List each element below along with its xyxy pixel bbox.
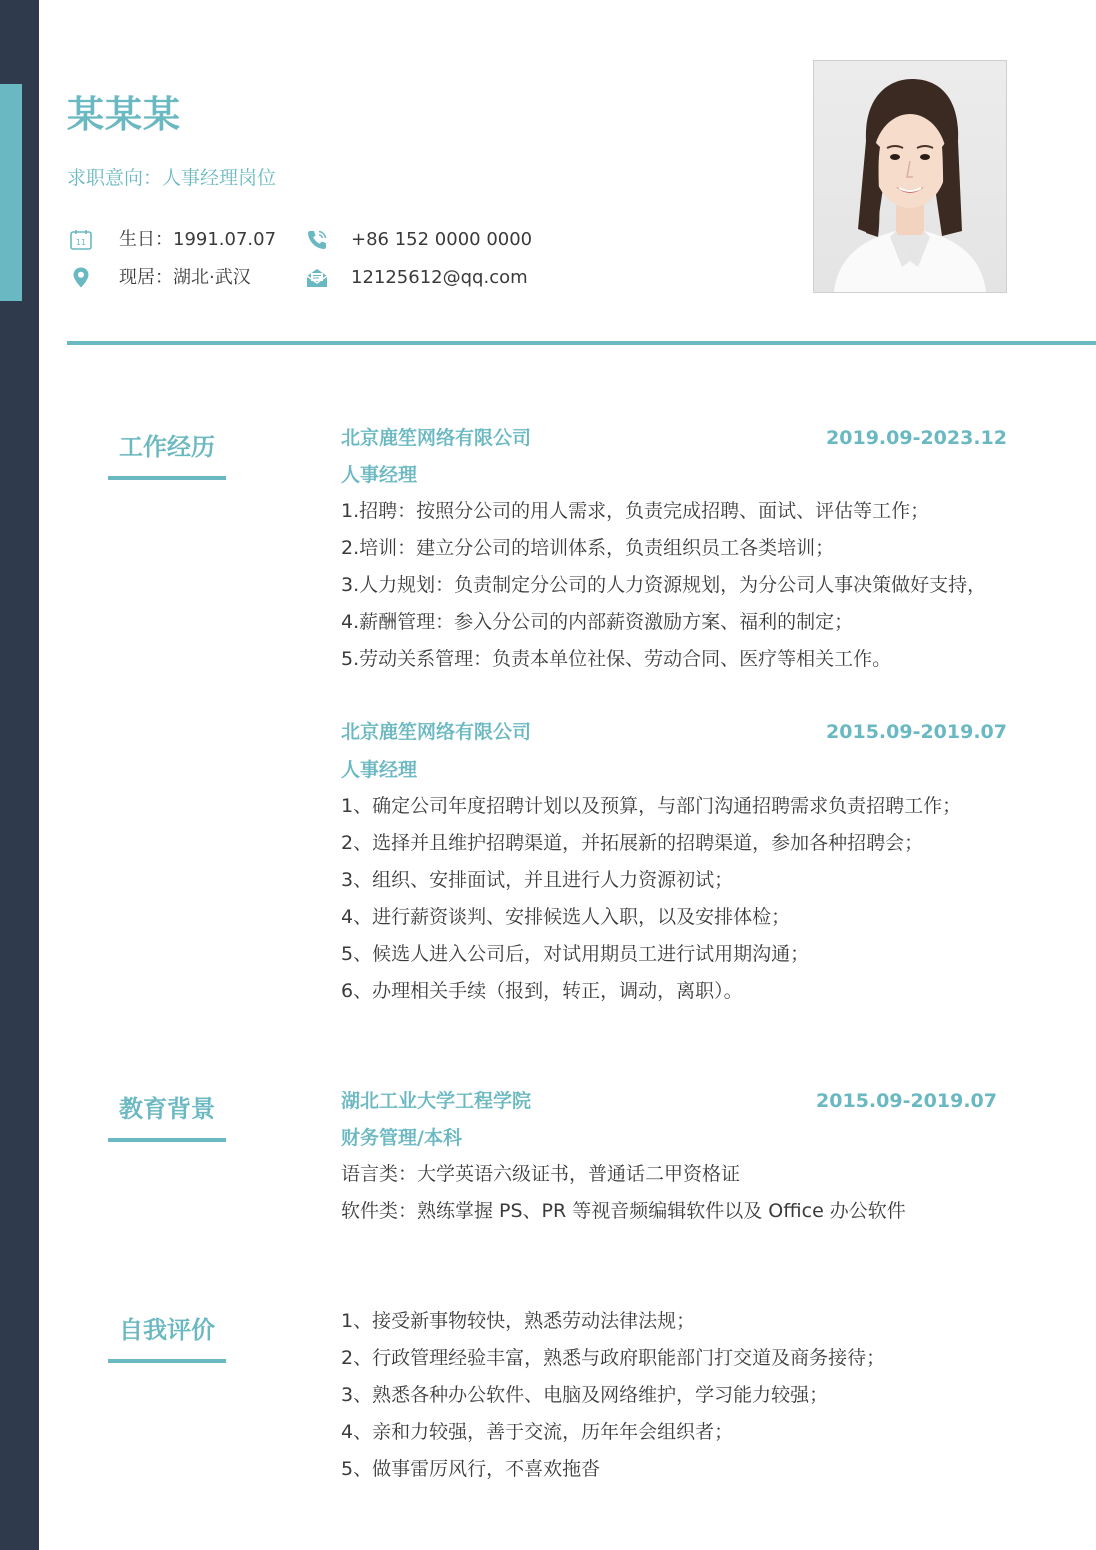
email-row [305, 265, 528, 291]
education-certificates [341, 1156, 906, 1230]
section-title-work: 工作经历 [108, 430, 226, 480]
education-major: 财务管理/本科 [341, 1127, 462, 1149]
email-text: 12125612@qq.com [351, 267, 528, 288]
job-intent: 求职意向：人事经理岗位 [67, 167, 277, 189]
self-evaluation-list [341, 1303, 885, 1488]
section-title-education: 教育背景 [108, 1092, 226, 1142]
work-entry-2-header [341, 718, 1007, 746]
calendar-day-text: 11 [75, 238, 87, 247]
phone-icon [305, 228, 329, 252]
list-item: 4、亲和力较强，善于交流，历年年会组织者； [341, 1421, 734, 1443]
work-entry-2-company: 北京鹿笙网络有限公司 [341, 721, 532, 743]
email-icon [305, 266, 329, 290]
list-item: 1、确定公司年度招聘计划以及预算，与部门沟通招聘需求负责招聘工作； [341, 795, 962, 817]
list-item: 5、候选人进入公司后，对试用期员工进行试用期沟通； [341, 943, 810, 965]
list-item: 1、接受新事物较快，熟悉劳动法律法规； [341, 1310, 696, 1332]
profile-photo [813, 60, 1007, 293]
list-item: 4、进行薪资谈判、安排候选人入职，以及安排体检； [341, 906, 791, 928]
residence-row [69, 265, 251, 291]
list-item: 6、办理相关手续（报到，转正，调动，离职）。 [341, 980, 743, 1002]
list-item: 2、选择并且维护招聘渠道，并拓展新的招聘渠道，参加各种招聘会； [341, 832, 924, 854]
work-entry-2-role: 人事经理 [341, 759, 418, 781]
location-pin-icon [69, 266, 93, 290]
list-item: 3、熟悉各种办公软件、电脑及网络维护，学习能力较强； [341, 1384, 829, 1406]
work-entry-1-role: 人事经理 [341, 464, 418, 486]
list-item: 4.薪酬管理：参入分公司的内部薪资激励方案、福利的制定； [341, 611, 854, 633]
list-item: 2.培训：建立分公司的培训体系，负责组织员工各类培训； [341, 537, 835, 559]
phone-text: +86 152 0000 0000 [351, 229, 533, 250]
list-item: 5.劳动关系管理：负责本单位社保、劳动合同、医疗等相关工作。 [341, 648, 892, 670]
work-entry-2-duties [341, 788, 961, 1010]
list-item: 软件类：熟练掌握 PS、PR 等视音频编辑软件以及 Office 办公软件 [341, 1200, 906, 1222]
candidate-name: 某某某 [67, 93, 181, 136]
residence-text: 现居：湖北·武汉 [119, 267, 251, 288]
birthday-row [69, 227, 276, 253]
work-entry-1-company: 北京鹿笙网络有限公司 [341, 427, 532, 449]
education-header [341, 1087, 997, 1115]
education-school: 湖北工业大学工程学院 [341, 1090, 532, 1112]
header-divider [67, 341, 1096, 345]
list-item: 2、行政管理经验丰富，熟悉与政府职能部门打交道及商务接待； [341, 1347, 886, 1369]
phone-row [305, 227, 532, 253]
left-accent-bar [0, 84, 22, 301]
work-entry-1-duties [341, 493, 986, 678]
list-item: 3、组织、安排面试，并且进行人力资源初试； [341, 869, 734, 891]
calendar-icon [69, 228, 93, 252]
list-item: 5、做事雷厉风行，不喜欢拖沓 [341, 1458, 601, 1480]
section-title-self-evaluation: 自我评价 [108, 1313, 226, 1363]
birthday-text: 生日：1991.07.07 [119, 229, 277, 250]
work-entry-1-header [341, 424, 1007, 452]
work-entry-2-period: 2015.09-2019.07 [826, 721, 1007, 743]
education-period: 2015.09-2019.07 [816, 1090, 997, 1112]
list-item: 3.人力规划：负责制定分公司的人力资源规划，为分公司人事决策做好支持， [341, 574, 987, 596]
list-item: 语言类：大学英语六级证书，普通话二甲资格证 [341, 1163, 741, 1185]
work-entry-1-period: 2019.09-2023.12 [826, 427, 1007, 449]
list-item: 1.招聘：按照分公司的用人需求，负责完成招聘、面试、评估等工作； [341, 500, 930, 522]
